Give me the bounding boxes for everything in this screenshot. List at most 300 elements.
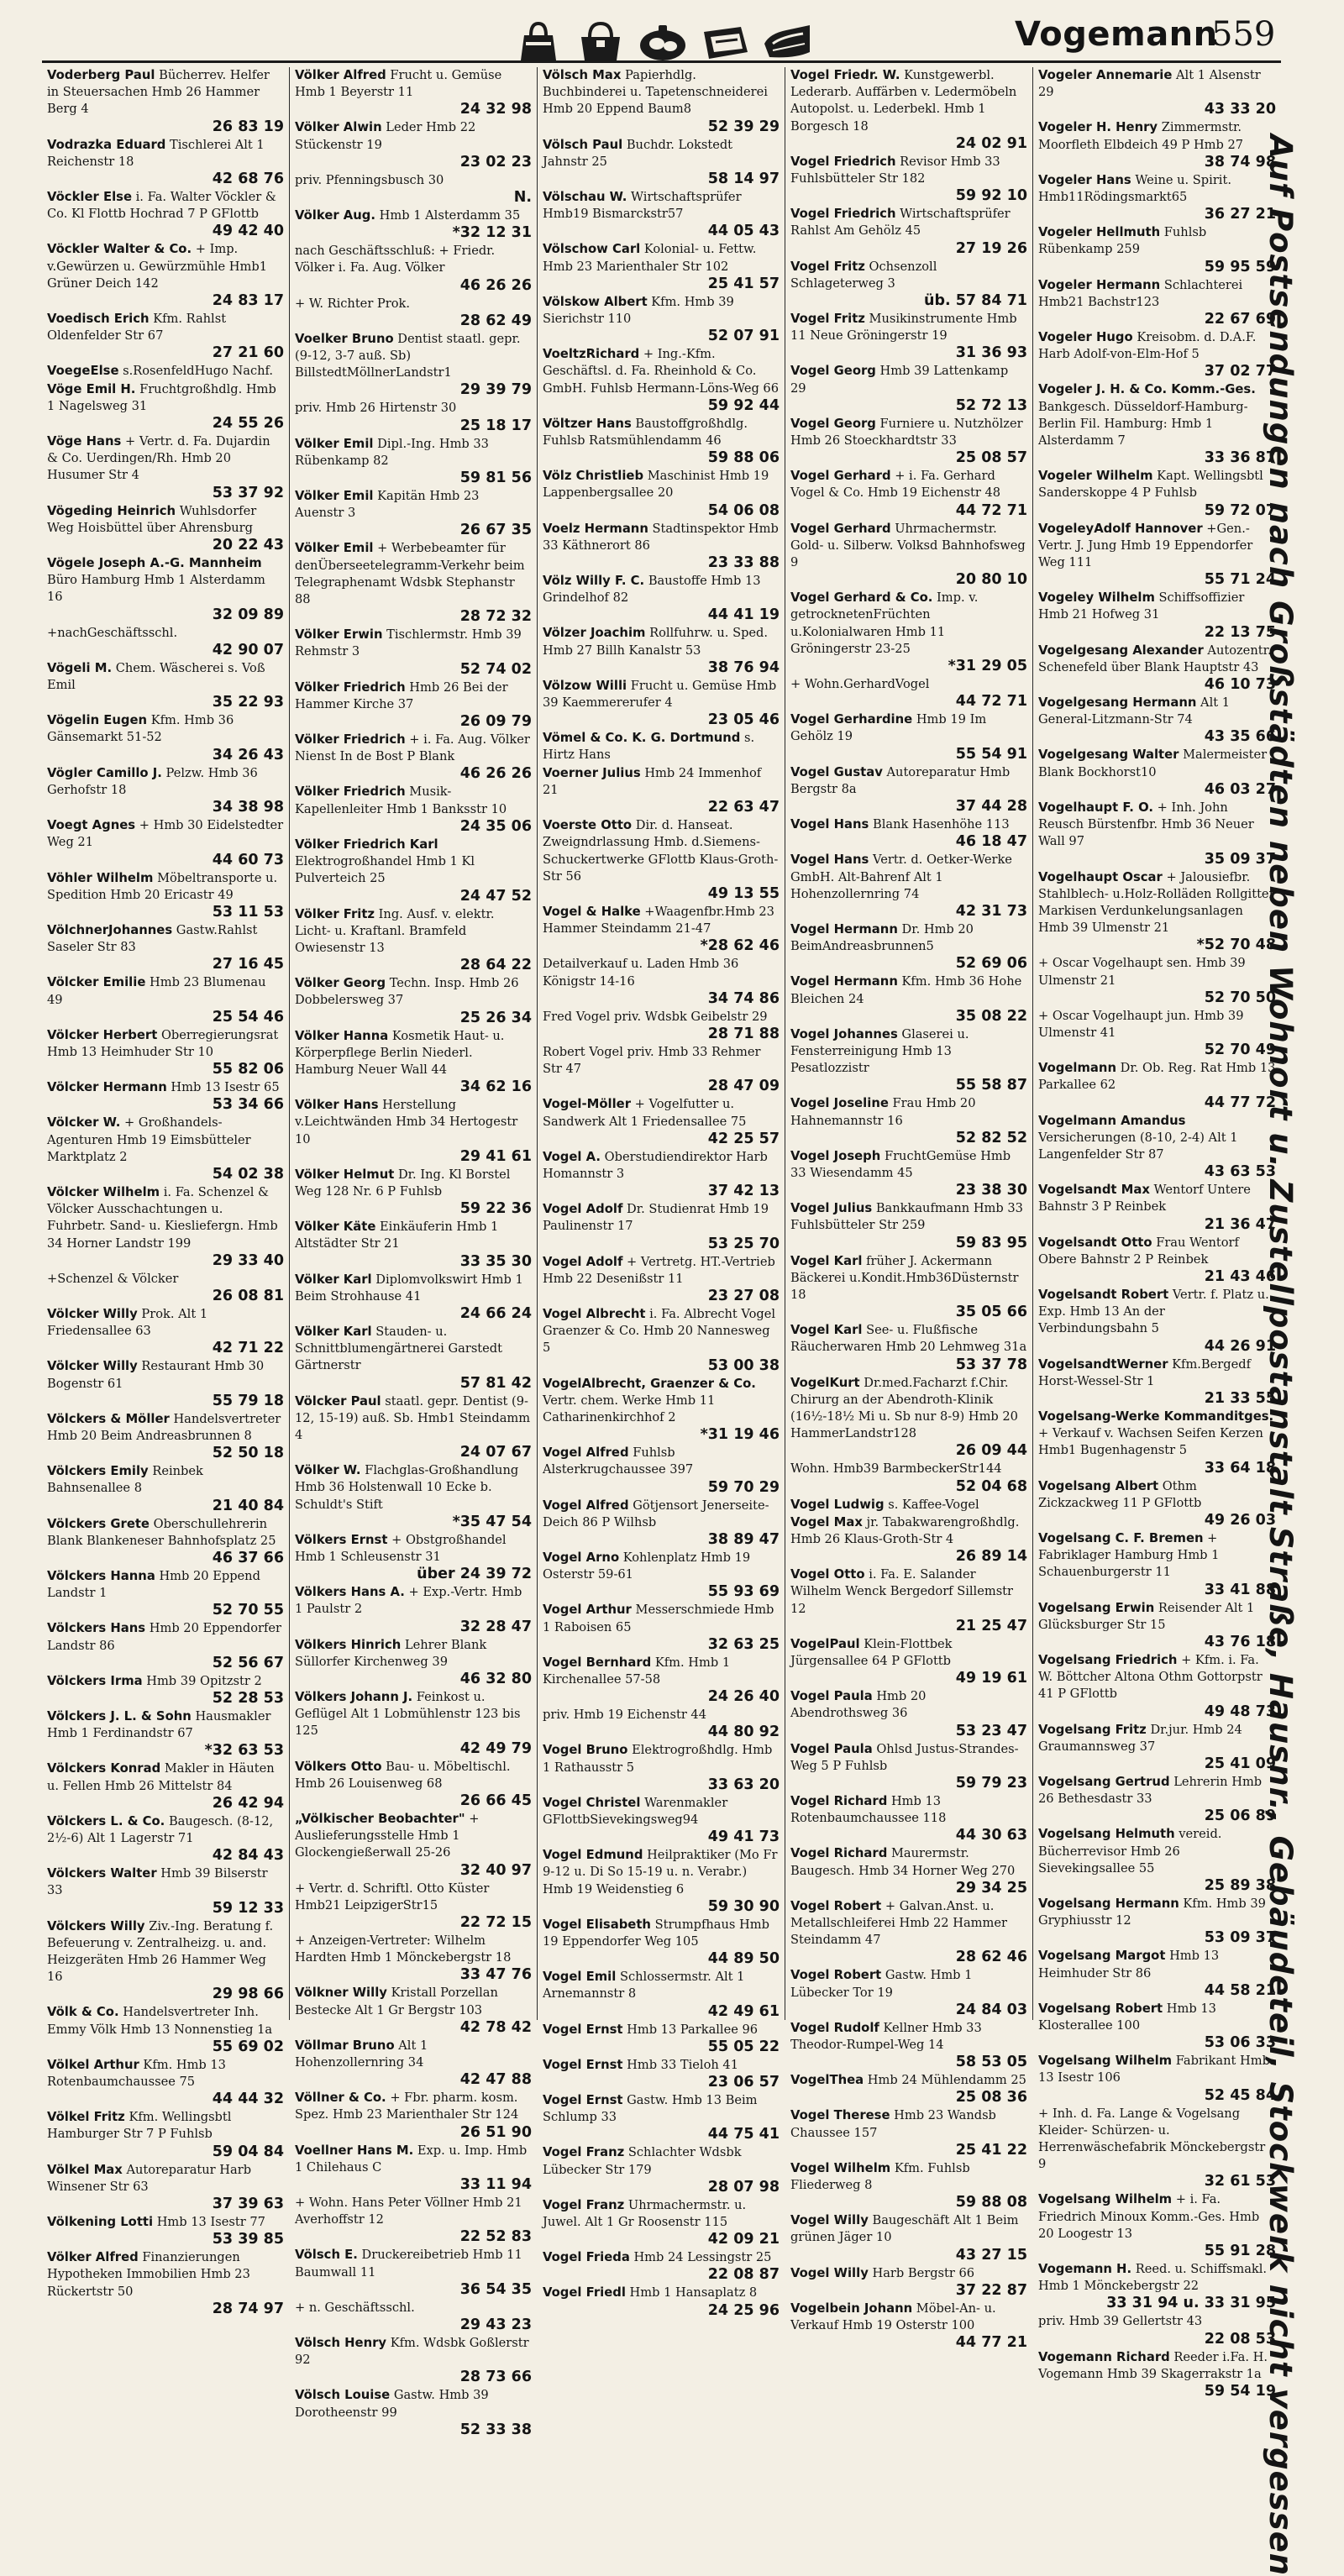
entry-details: Bankkaufmann Hmb 33 Fuhlsbütteler Str 259 <box>790 1201 1023 1233</box>
entry-name: VölchnerJohannes <box>47 922 173 937</box>
entry-phone: 42 78 42 <box>459 2018 532 2036</box>
entry-name: Voerste Otto <box>543 818 633 833</box>
entry-details: Strumpfhaus Hmb 19 Eppendorfer Weg 105 <box>543 1917 769 1949</box>
directory-entry <box>295 1097 532 1166</box>
entry-details: Ziv.-Ing. Beratung f. Befeuerung v. Zentralheizg. u. and. Heizgeräten Hmb 26 Hammer Weg 16 <box>47 1918 274 1985</box>
entry-details: Kohlenplatz Hmb 19 Osterstr 59-61 <box>543 1550 751 1582</box>
entry-details: Papierhdlg. Buchbinderei u. Tapetenschneiderei Hmb 20 Eppend Baum8 <box>543 68 768 117</box>
entry-name: Völk & Co. <box>47 2005 119 2020</box>
directory-entry <box>543 416 780 467</box>
entry-details: Maschinist Hmb 19 Lappenbergsallee 20 <box>543 469 769 501</box>
entry-details: Autozentr. Schenefeld über Blank Hauptstr 43 <box>1038 643 1272 674</box>
entry-details: Hmb 24 Immenhof 21 <box>543 765 762 797</box>
entry-phone: 36 54 35 <box>459 2280 532 2298</box>
directory-entry <box>47 363 284 380</box>
entry-details: Götjensort Jenerseite-Deich 86 P Wilhsb <box>543 1498 769 1529</box>
header-rule <box>42 60 1281 63</box>
directory-entry <box>295 1759 532 1810</box>
entry-name: Vöhler Wilhelm <box>47 870 154 885</box>
entry-details: Kellner Hmb 33 Theodor-Rumpel-Weg 14 <box>790 2020 982 2053</box>
entry-phone: 49 13 55 <box>707 884 780 902</box>
entry-details: Lehrer Blank Süllorfer Kirchenweg 39 <box>295 1637 487 1669</box>
entry-details: +Schenzel & Völcker <box>47 1271 179 1286</box>
entry-phone: 59 79 23 <box>955 1775 1027 1792</box>
directory-entry <box>543 2092 780 2143</box>
directory-entry <box>790 2160 1027 2211</box>
directory-entry <box>543 1044 780 1095</box>
directory-entry <box>295 207 532 242</box>
entry-phone: 24 32 98 <box>459 101 532 118</box>
entry-details: Musikinstrumente Hmb 11 Neue Gröningerstr 19 <box>790 312 1017 344</box>
directory-entry <box>47 1673 284 1708</box>
entry-phone: 44 72 71 <box>955 501 1027 519</box>
entry-phone: 24 83 17 <box>212 292 284 310</box>
entry-phone: 44 58 21 <box>1204 1981 1276 1999</box>
entry-details: + i. Fa. Friedrich Minoux Komm.-Ges. Hmb 20 Loogestr 13 <box>1038 2192 1260 2241</box>
directory-entry <box>543 1009 780 1043</box>
directory-column <box>1033 67 1281 2400</box>
entry-details: Diplomvolkswirt Hmb 1 Beim Strohhause 41 <box>295 1272 523 1304</box>
directory-entry <box>47 1358 284 1409</box>
entry-details: Kfm. Hmb 36 Hohe Bleichen 24 <box>790 974 1022 1006</box>
entry-details: + Fabriklager Hamburg Hmb 1 Schauenburgerstr 11 <box>1038 1530 1220 1580</box>
entry-phone: 24 07 67 <box>459 1444 532 1461</box>
entry-phone: 53 11 53 <box>212 903 284 921</box>
entry-details: Hmb 13 Isestr 77 <box>156 2215 265 2230</box>
entry-phone: 49 41 73 <box>707 1828 780 1846</box>
entry-phone: 52 33 38 <box>459 2421 532 2438</box>
entry-name: Vogelsang Gertrud <box>1038 1775 1170 1790</box>
entry-phone: 23 27 08 <box>707 1287 780 1304</box>
entry-name: Völcker Willy <box>47 1359 138 1374</box>
entry-phone: 36 27 21 <box>1204 206 1276 223</box>
directory-entry <box>790 1026 1027 1095</box>
directory-entry <box>543 67 780 136</box>
directory-entry <box>1038 955 1276 1006</box>
entry-phone: 23 05 46 <box>707 711 780 729</box>
entry-name: Vogel Joseph <box>790 1148 881 1163</box>
entry-details: s. Kaffee-Vogel <box>888 1497 979 1512</box>
entry-details: +Gen.-Vertr. J. Jung Hmb 19 Eppendorfer Weg 111 <box>1038 521 1253 570</box>
entry-details: + Verkauf v. Wachsen Seifen Kerzen Hmb1 Bugenhagenstr 5 <box>1038 1426 1263 1458</box>
entry-details: Dipl.-Ing. Hmb 33 Rübenkamp 82 <box>295 436 489 468</box>
entry-phone: 26 09 44 <box>955 1442 1027 1460</box>
entry-phone: 53 09 37 <box>1204 1929 1276 1947</box>
entry-details: Zimmermstr. Moorfleth Elbdeich 49 P Hmb 27 <box>1038 120 1244 152</box>
entry-details: Kfm. Hmb 39 Gryphiusstr 12 <box>1038 1897 1266 1928</box>
entry-phone: 37 39 63 <box>212 2196 284 2213</box>
entry-name: Vogel Paula <box>790 1689 873 1704</box>
directory-entry <box>1038 1235 1276 1286</box>
entry-name: Vogelsang Hermann <box>1038 1897 1179 1912</box>
entry-name: Vogel-Möller <box>543 1097 632 1112</box>
entry-phone: 23 02 23 <box>459 153 532 171</box>
directory-entry <box>790 311 1027 362</box>
directory-entry <box>1038 224 1276 275</box>
entry-name: Vogeler H. Henry <box>1038 120 1158 135</box>
entry-name: „Völkischer Beobachter" <box>295 1812 465 1827</box>
entry-details: Baustoffe Hmb 13 Grindelhof 82 <box>543 574 761 606</box>
directory-entry <box>295 627 532 678</box>
entry-name: Völz Willy F. C. <box>543 574 645 589</box>
entry-details: Uhrmachermstr. u. Juwel. Alt 1 Gr Roosenstr 115 <box>543 2197 747 2230</box>
entry-phone: 58 53 05 <box>955 2054 1027 2071</box>
entry-name: Vogelsang Margot <box>1038 1949 1166 1964</box>
entry-details: Dr. Ing. Kl Borstel Weg 128 Nr. 6 P Fuhlsb <box>295 1167 511 1199</box>
directory-entry <box>47 870 284 921</box>
directory-entry <box>1038 1478 1276 1529</box>
directory-entry <box>543 137 780 188</box>
entry-name: Vogeler Hans <box>1038 172 1131 187</box>
entry-details: Alt 1 Hohenzollernring 34 <box>295 2038 428 2070</box>
entry-details: + Imp. v.Gewürzen u. Gewürzmühle Hmb1 Grüner Deich 142 <box>47 242 267 291</box>
directory-entry <box>543 1847 780 1916</box>
entry-details: Feinkost u. Geflügel Alt 1 Lobmühlenstr 123 bis 125 <box>295 1690 521 1739</box>
entry-phone: 37 44 28 <box>955 798 1027 816</box>
entry-name: Völcker Herbert <box>47 1027 158 1042</box>
entry-name: Vogeler J. H. & Co. Komm.-Ges. <box>1038 382 1256 397</box>
entry-name: Vögele Joseph A.-G. Mannheim <box>47 556 262 571</box>
entry-name: Vogelsandt Robert <box>1038 1287 1169 1302</box>
entry-phone: 33 47 76 <box>459 1966 532 1984</box>
entry-name: Vogel Wilhelm <box>790 2160 891 2175</box>
directory-entry <box>790 259 1027 310</box>
entry-details: Ing. Ausf. v. elektr. Licht- u. Kraftanl. Bramfeld Owiesenstr 13 <box>295 906 495 955</box>
directory-entry <box>1038 521 1276 590</box>
entry-phone: 55 79 18 <box>212 1392 284 1409</box>
directory-column <box>290 67 538 2438</box>
entry-phone: 27 19 26 <box>955 239 1027 257</box>
directory-entry <box>1038 1182 1276 1233</box>
directory-entry <box>543 2144 780 2196</box>
entry-phone: 26 08 81 <box>212 1287 284 1304</box>
entry-name: Vogelgesang Walter <box>1038 748 1179 763</box>
hat-box-icon <box>699 18 751 64</box>
entry-details: Fruchtgroßhdlg. Hmb 1 Nagelsweg 31 <box>47 381 276 413</box>
entry-name: Völcker Hermann <box>47 1080 167 1095</box>
entry-name: Vogel Gerhard & Co. <box>790 590 933 606</box>
entry-phone: 25 89 38 <box>1204 1877 1276 1895</box>
directory-entry <box>543 521 780 572</box>
entry-name: Vogel Rudolf <box>790 2020 879 2035</box>
directory-entry <box>1038 381 1276 467</box>
directory-entry <box>47 433 284 502</box>
entry-details: Oberregierungsrat Hmb 13 Heimhuder Str 10 <box>47 1027 279 1059</box>
directory-entry <box>790 2301 1027 2352</box>
shoe-icon <box>761 18 813 64</box>
entry-phone: 22 08 53 <box>1204 2330 1276 2348</box>
entry-name: Vogel Ernst <box>543 2022 623 2037</box>
directory-entry <box>1038 1113 1276 1182</box>
entry-details: Hmb 23 Wandsb Chaussee 157 <box>790 2108 996 2140</box>
entry-phone: 52 82 52 <box>955 1129 1027 1146</box>
entry-name: Vogel Paula <box>790 1741 873 1756</box>
directory-entry <box>47 660 284 711</box>
entry-details: Reed. u. Schiffsmakl. Hmb 1 Mönckebergstr 22 <box>1038 2262 1268 2294</box>
entry-name: Vogeler Hermann <box>1038 277 1161 292</box>
entry-phone: 54 06 08 <box>707 501 780 519</box>
entry-phone: 38 74 98 <box>1204 153 1276 171</box>
directory-entry <box>47 2249 284 2318</box>
entry-name: Voedisch Erich <box>47 312 150 327</box>
entry-details: Handelsvertreter Inh. Emmy Völk Hmb 13 Nonnenstieg 1a <box>47 2005 273 2037</box>
entry-name: Völker Emil <box>295 489 374 504</box>
entry-name: Voelker Bruno <box>295 331 394 346</box>
entry-details: i. Fa. E. Salander Wilhelm Wenck Bergedorf Sillemstr 12 <box>790 1567 1014 1616</box>
entry-phone: 31 36 93 <box>955 344 1027 362</box>
entry-name: Völckers Hanna <box>47 1568 155 1583</box>
entry-details: + Inh. John Reusch Bürstenfbr. Hmb 36 Neuer Wall 97 <box>1038 800 1254 849</box>
entry-details: Wirtschaftsprüfer Hmb19 Bismarckstr57 <box>543 190 742 222</box>
entry-name: Vogel & Halke <box>543 904 641 919</box>
entry-phone: 42 25 57 <box>707 1130 780 1147</box>
entry-name: Vogel Alfred <box>543 1445 629 1461</box>
directory-entry <box>543 1149 780 1200</box>
entry-name: VogelKurt <box>790 1375 860 1390</box>
directory-entry <box>295 436 532 487</box>
entry-details: Schlossermstr. Alt 1 Arnemannstr 8 <box>543 1970 745 2002</box>
entry-name: Vöge Emil H. <box>47 381 136 396</box>
entry-details: Wuhlsdorfer Weg Hoisbüttel über Ahrensburg <box>47 503 257 535</box>
entry-phone: 21 36 47 <box>1204 1215 1276 1233</box>
entry-details: Wohn. Hmb39 BarmbeckerStr144 <box>790 1461 1002 1477</box>
directory-entry <box>543 241 780 292</box>
entry-details: Hmb 39 Opitzstr 2 <box>146 1673 262 1688</box>
entry-phone: 54 02 38 <box>212 1165 284 1183</box>
entry-name: Vogel Edmund <box>543 1848 643 1863</box>
directory-entry <box>295 1219 532 1270</box>
entry-phone: 52 39 29 <box>707 118 780 135</box>
entry-phone: 52 70 49 <box>1204 1041 1276 1059</box>
directory-entry <box>295 1393 532 1462</box>
entry-phone: 53 00 38 <box>707 1356 780 1374</box>
directory-entry <box>790 1514 1027 1566</box>
directory-entry <box>1038 869 1276 955</box>
entry-name: Voderberg Paul <box>47 68 155 82</box>
entry-name: Vogel Bruno <box>543 1743 628 1758</box>
entry-details: s. Hirtz Hans <box>543 731 755 763</box>
directory-entry <box>47 1620 284 1671</box>
entry-name: Völker Hans <box>295 1098 379 1113</box>
entry-name: Vogelsandt Otto <box>1038 1235 1152 1250</box>
entry-phone: 55 91 28 <box>1204 2243 1276 2260</box>
entry-details: Fred Vogel priv. Wdsbk Geibelstr 29 <box>543 1009 768 1024</box>
entry-name: Vogel Gerhard <box>790 469 891 484</box>
entry-details: Kreisobm. d. D.A.F. Harb Adolf-von-Elm-Hof 5 <box>1038 330 1257 362</box>
directory-entry <box>295 488 532 539</box>
entry-phone: 44 44 32 <box>212 2091 284 2108</box>
entry-phone: 52 07 91 <box>707 328 780 345</box>
entry-name: Vogeler Hugo <box>1038 330 1133 345</box>
entry-name: Völckers Irma <box>47 1673 143 1688</box>
entry-name: Völkers Ernst <box>295 1532 388 1547</box>
entry-name: VogelPaul <box>790 1636 860 1651</box>
entry-name: Vögeding Heinrich <box>47 503 176 518</box>
directory-entry <box>47 1813 284 1865</box>
entry-phone: 44 77 72 <box>1204 1094 1276 1111</box>
directory-entry <box>295 732 532 783</box>
entry-details: Hmb 26 Bei der Hammer Kirche 37 <box>295 679 508 711</box>
directory-entry <box>47 1516 284 1567</box>
entry-name: Völker Karl <box>295 1324 372 1339</box>
directory-entry <box>543 294 780 345</box>
directory-entry <box>47 765 284 816</box>
entry-phone: 44 41 19 <box>707 606 780 624</box>
directory-entry <box>295 2143 532 2194</box>
entry-phone: 44 77 21 <box>955 2334 1027 2352</box>
directory-entry <box>295 400 532 434</box>
entry-phone: 53 34 66 <box>212 1096 284 1114</box>
directory-entry <box>295 975 532 1026</box>
handbag-icon <box>575 18 627 64</box>
entry-details: + Vertr. d. Schriftl. Otto Küster Hmb21 LeipzigerStr15 <box>295 1881 490 1912</box>
entry-name: Vogelsandt Max <box>1038 1183 1150 1198</box>
directory-entry <box>543 1498 780 1549</box>
entry-details: Hmb 13 Isestr 65 <box>171 1080 280 1095</box>
entry-phone: 52 70 55 <box>212 1602 284 1619</box>
entry-phone: 25 18 17 <box>459 417 532 434</box>
directory-entry <box>295 540 532 626</box>
entry-phone: 44 89 50 <box>707 1950 780 1968</box>
entry-name: Vogel Ludwig <box>790 1497 885 1512</box>
directory-entry <box>47 1079 284 1114</box>
entry-name: Vogel Richard <box>790 1794 888 1809</box>
entry-name: Völz Christlieb <box>543 469 644 484</box>
entry-name: Vogel Alfred <box>543 1498 629 1513</box>
entry-details: Prok. Alt 1 Friedensallee 63 <box>47 1306 208 1339</box>
entry-phone: 32 28 47 <box>459 1618 532 1635</box>
directory-entry <box>47 67 284 136</box>
entry-name: Vogeler Annemarie <box>1038 68 1173 82</box>
entry-name: Vogeler Wilhelm <box>1038 469 1153 484</box>
directory-entry <box>790 154 1027 205</box>
entry-details: Rollfuhrw. u. Sped. Hmb 27 Billh Kanalstr 53 <box>543 626 769 658</box>
entry-phone: 25 08 36 <box>955 2089 1027 2106</box>
entry-name: Vogel Karl <box>790 1323 863 1338</box>
entry-details: i. Fa. Walter Vöckler & Co. Kl Flottb Hochrad 7 P GFlottb <box>47 190 276 222</box>
entry-phone: *32 12 31 <box>452 224 532 242</box>
entry-details: priv. Hmb 26 Hirtenstr 30 <box>295 401 457 416</box>
entry-details: Chem. Wäscherei s. Voß Emil <box>47 660 265 693</box>
entry-name: Völker Karl <box>295 1272 372 1287</box>
entry-phone: 35 05 66 <box>955 1304 1027 1321</box>
entry-phone: 34 38 98 <box>212 799 284 816</box>
entry-details: + Hmb 30 Eidelstedter Weg 21 <box>47 818 284 850</box>
directory-entry <box>543 678 780 729</box>
entry-name: Vogel Ernst <box>543 2057 623 2072</box>
entry-details: Revisor Hmb 33 Fuhlsbütteler Str 182 <box>790 154 1000 186</box>
directory-column <box>538 67 785 2319</box>
directory-entry <box>790 1845 1027 1897</box>
entry-phone: 25 26 34 <box>459 1009 532 1026</box>
entry-details: Hmb 24 Lessingstr 25 <box>633 2250 772 2265</box>
directory-entry <box>790 1095 1027 1146</box>
entry-phone: 32 61 53 <box>1204 2173 1276 2190</box>
entry-details: Oberstudiendirektor Harb Homannstr 3 <box>543 1149 768 1181</box>
entry-phone: 24 26 40 <box>707 1688 780 1706</box>
directory-entry <box>295 2247 532 2298</box>
entry-details: Hmb 13 Rotenbaumchaussee 118 <box>790 1794 947 1826</box>
entry-name: Völsch Henry <box>295 2336 387 2351</box>
directory-entry <box>47 189 284 240</box>
directory-entry <box>790 764 1027 816</box>
entry-phone: 38 89 47 <box>707 1530 780 1548</box>
entry-name: Vogel Julius <box>790 1201 873 1216</box>
entry-name: Vöckler Walter & Co. <box>47 242 192 257</box>
entry-details: Wentorf Untere Bahnstr 3 P Reinbek <box>1038 1183 1251 1215</box>
entry-name: Völkening Lotti <box>47 2215 154 2230</box>
entry-details: Handelsvertreter Hmb 20 Beim Andreasbrunnen 8 <box>47 1411 281 1443</box>
directory-entry <box>543 2249 780 2284</box>
entry-details: Kapt. Wellingsbtl Sanderskoppe 4 P Fuhlsb <box>1038 469 1263 501</box>
entry-phone: 44 75 41 <box>707 2126 780 2143</box>
directory-entry <box>295 1167 532 1218</box>
entry-name: VoeltzRichard <box>543 347 640 362</box>
directory-entry <box>543 1254 780 1305</box>
entry-details: Buchdr. Lokstedt Jahnstr 25 <box>543 137 733 169</box>
entry-details: Uhrmachermstr. Gold- u. Silberw. Volksd Bahnhofsweg 9 <box>790 521 1026 570</box>
entry-details: See- u. Flußfische Räucherwaren Hmb 20 Lehmweg 31a <box>790 1323 1027 1355</box>
directory-entry <box>543 1306 780 1375</box>
entry-name: Völker Aug. <box>295 208 376 223</box>
directory-entry <box>295 1881 532 1932</box>
directory-entry <box>47 241 284 310</box>
directory-entry <box>790 676 1027 711</box>
entry-phone: *52 70 48 <box>1196 936 1276 954</box>
entry-name: Vogel Friedr. W. <box>790 68 900 82</box>
directory-entry <box>543 2057 780 2091</box>
entry-name: Vogelsang Erwin <box>1038 1600 1155 1615</box>
entry-phone: 29 41 61 <box>459 1147 532 1165</box>
entry-phone: 52 28 53 <box>212 1690 284 1707</box>
entry-phone: N. <box>513 189 532 207</box>
entry-details: Warenmakler GFlottbSievekingsweg94 <box>543 1795 728 1828</box>
entry-name: Völzer Joachim <box>543 626 646 641</box>
entry-name: Vogeler Hellmuth <box>1038 225 1161 240</box>
entry-name: Vogel Friedrich <box>790 154 896 169</box>
directory-entry <box>295 67 532 118</box>
entry-name: Vogel Friedl <box>543 2285 626 2301</box>
entry-phone: 34 74 86 <box>707 989 780 1007</box>
entry-phone: 25 41 57 <box>707 275 780 292</box>
directory-entry <box>543 2197 780 2248</box>
directory-entry <box>1038 329 1276 380</box>
entry-phone: *32 63 53 <box>204 1742 284 1760</box>
entry-name: Völckers J. L. & Sohn <box>47 1709 192 1723</box>
entry-phone: 22 63 47 <box>707 799 780 816</box>
entry-details: Hmb 1 Alsterdamm 35 <box>379 208 521 223</box>
entry-phone: 53 37 92 <box>212 484 284 501</box>
entry-name: Vögeli M. <box>47 660 113 675</box>
entry-phone: 46 10 73 <box>1204 676 1276 694</box>
directory-entry <box>1038 2261 1276 2312</box>
entry-details: Fuhlsb Alsterkrugchaussee 397 <box>543 1445 694 1477</box>
directory-entry <box>295 1532 532 1583</box>
entry-details: Ochsenzoll Schlageterweg 3 <box>790 259 937 291</box>
directory-entry <box>790 1322 1027 1373</box>
entry-details: Autoreparatur Harb Winsener Str 63 <box>47 2162 252 2194</box>
entry-phone: 46 37 66 <box>212 1549 284 1566</box>
entry-phone: *35 47 54 <box>452 1513 532 1530</box>
directory-entry <box>47 2057 284 2108</box>
directory-entry <box>790 1200 1027 1251</box>
entry-name: Voegt Agnes <box>47 818 136 833</box>
entry-details: Vertr. chem. Werke Hmb 11 Catharinenkirchhof 2 <box>543 1393 716 1424</box>
entry-name: Vogel Adolf <box>543 1202 623 1217</box>
entry-name: Völker Alfred <box>295 68 386 82</box>
directory-entry <box>790 1461 1027 1495</box>
entry-phone: 29 43 23 <box>459 2316 532 2334</box>
